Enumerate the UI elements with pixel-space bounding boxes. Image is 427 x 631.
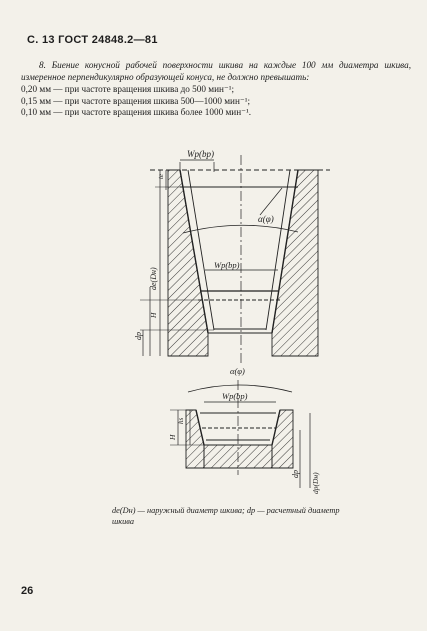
label-wp-mid: Wp(bp): [214, 260, 240, 270]
label-alpha-top: α(φ): [258, 214, 274, 224]
figure-caption: de(Dн) — наружный диаметр шкива; dp — расчетный диаметр шкива: [112, 506, 340, 526]
page-header: С. 13 ГОСТ 24848.2—81: [27, 34, 158, 46]
label-h-bottom: H: [168, 434, 177, 440]
right-hatched-body: [272, 170, 318, 356]
label-wp-top: Wp(bp): [187, 149, 214, 159]
label-hs: hs: [177, 417, 185, 424]
lower-right-hatched: [272, 410, 293, 468]
label-de-bottom: dp(Dн): [311, 472, 320, 494]
label-te: te: [157, 173, 165, 179]
lower-left-hatched: [186, 410, 204, 468]
label-de-top: de(Dн): [149, 267, 158, 290]
label-h-top: H: [149, 312, 158, 318]
tolerance-item-1: 0,20 мм — при частоте вращения шкива до 500 мин⁻¹;: [21, 84, 235, 94]
left-hatched-body: [168, 170, 208, 356]
tolerance-item-3: 0,10 мм — при частоте вращения шкива более 1000 мин⁻¹.: [21, 107, 252, 117]
label-dp-top: dp: [134, 332, 143, 340]
label-dp-bottom: dp: [291, 470, 300, 478]
label-wp-bottom: Wp(bp): [222, 391, 248, 401]
paragraph-text: 8. Биение конусной рабочей поверхности шкива на каждые 100 мм диаметра шкива, измеренное перпендикулярно образующей конуса, не должно превышать:: [21, 60, 411, 82]
page-number: 26: [21, 585, 34, 597]
tolerance-item-2: 0,15 мм — при частоте вращения шкива 500—1000 мин⁻¹;: [21, 95, 251, 106]
label-alpha-bottom: α(φ): [230, 366, 245, 376]
